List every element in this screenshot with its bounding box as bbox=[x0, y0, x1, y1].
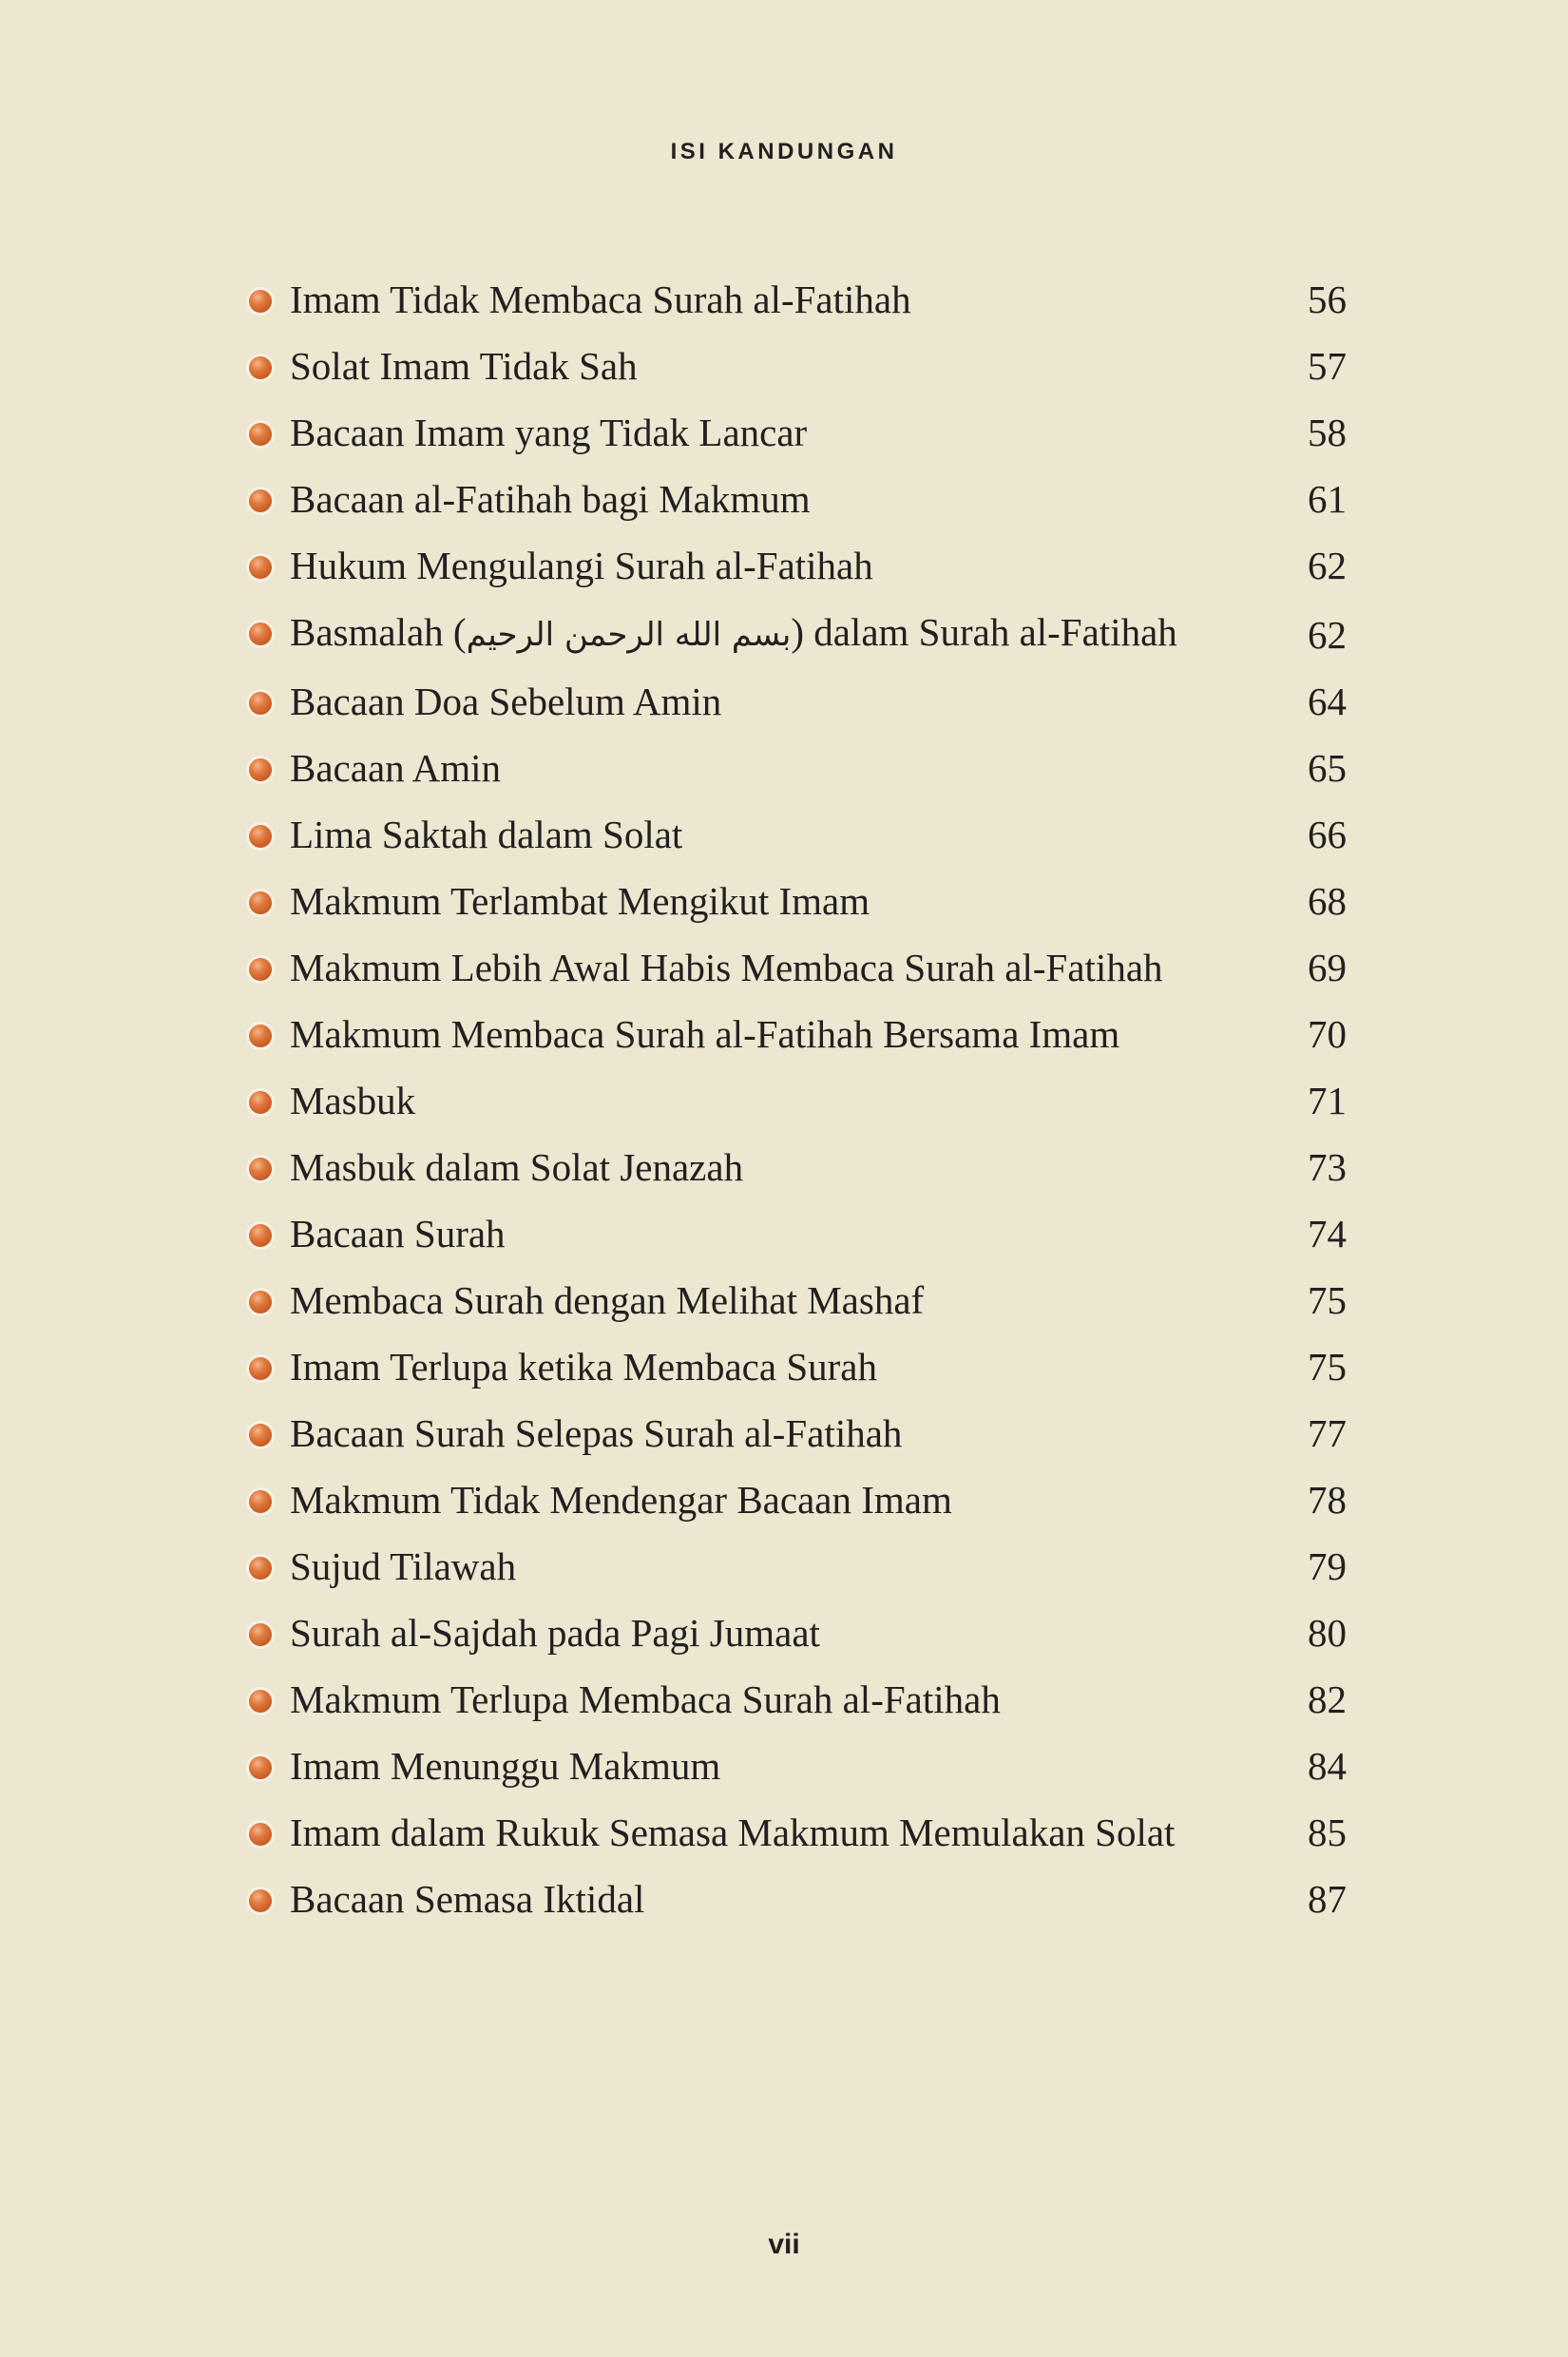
toc-entry-page: 84 bbox=[1308, 1744, 1347, 1788]
toc-entry[interactable] bbox=[249, 1472, 1347, 1527]
toc-entry[interactable] bbox=[249, 1339, 1347, 1394]
toc-entry[interactable] bbox=[249, 338, 1347, 393]
table-of-contents bbox=[249, 272, 1347, 1938]
toc-entry-title: Sujud Tilawah bbox=[290, 1544, 517, 1588]
bullet-icon bbox=[249, 825, 272, 848]
toc-entry-title: Bacaan Surah bbox=[290, 1212, 506, 1255]
toc-entry-page: 85 bbox=[1308, 1811, 1347, 1854]
toc-entry-title: Makmum Terlambat Mengikut Imam bbox=[290, 879, 870, 923]
bullet-icon bbox=[249, 692, 272, 715]
bullet-icon bbox=[249, 958, 272, 981]
toc-entry-page: 77 bbox=[1308, 1411, 1347, 1455]
toc-entry-page: 70 bbox=[1308, 1012, 1347, 1056]
toc-entry-page: 61 bbox=[1308, 477, 1347, 521]
toc-entry[interactable] bbox=[249, 405, 1347, 460]
toc-entry[interactable] bbox=[249, 740, 1347, 795]
toc-entry-page: 68 bbox=[1308, 879, 1347, 923]
toc-entry-page: 73 bbox=[1308, 1145, 1347, 1189]
toc-entry[interactable] bbox=[249, 538, 1347, 593]
toc-entry-page: 74 bbox=[1308, 1212, 1347, 1255]
toc-entry-page: 56 bbox=[1308, 278, 1347, 321]
toc-entry-title-part: ) dalam Surah al-Fatihah bbox=[791, 610, 1177, 654]
toc-entry-title: Makmum Membaca Surah al-Fatihah Bersama Imam bbox=[290, 1012, 1120, 1056]
bullet-icon bbox=[249, 1158, 272, 1180]
toc-entry-page: 79 bbox=[1308, 1544, 1347, 1588]
toc-entry-title: Lima Saktah dalam Solat bbox=[290, 813, 683, 856]
toc-entry[interactable] bbox=[249, 272, 1347, 327]
toc-entry-title: Bacaan Doa Sebelum Amin bbox=[290, 680, 722, 723]
toc-entry[interactable] bbox=[249, 1871, 1347, 1926]
toc-entry-title: Hukum Mengulangi Surah al-Fatihah bbox=[290, 544, 873, 587]
toc-entry[interactable] bbox=[249, 1006, 1347, 1062]
bullet-icon bbox=[249, 356, 272, 379]
toc-entry[interactable] bbox=[249, 1605, 1347, 1660]
toc-entry-page: 66 bbox=[1308, 813, 1347, 856]
toc-entry-page: 62 bbox=[1308, 613, 1347, 657]
bullet-icon bbox=[249, 1690, 272, 1713]
bullet-icon bbox=[249, 758, 272, 781]
toc-entry-title: Bacaan al-Fatihah bagi Makmum bbox=[290, 477, 811, 521]
bullet-icon bbox=[249, 1490, 272, 1513]
toc-entry-page: 80 bbox=[1308, 1611, 1347, 1655]
bullet-icon bbox=[249, 1823, 272, 1846]
toc-entry[interactable] bbox=[249, 1140, 1347, 1195]
bullet-icon bbox=[249, 1224, 272, 1247]
toc-entry-title-part: Basmalah ( bbox=[290, 610, 467, 654]
toc-entry[interactable] bbox=[249, 1406, 1347, 1461]
arabic-basmalah-text: بسم الله الرحمن الرحيم bbox=[466, 616, 792, 654]
toc-entry-page: 75 bbox=[1308, 1278, 1347, 1322]
toc-entry-title: Imam Menunggu Makmum bbox=[290, 1744, 721, 1788]
toc-entry-title: Imam dalam Rukuk Semasa Makmum Memulakan Solat bbox=[290, 1811, 1176, 1854]
toc-entry-page: 64 bbox=[1308, 680, 1347, 723]
toc-entry[interactable] bbox=[249, 1738, 1347, 1793]
page-number: vii bbox=[768, 2229, 800, 2260]
toc-entry-title: Makmum Lebih Awal Habis Membaca Surah al-Fatihah bbox=[290, 946, 1163, 989]
toc-entry-title: Membaca Surah dengan Melihat Mashaf bbox=[290, 1278, 925, 1322]
toc-entry-page: 69 bbox=[1308, 946, 1347, 989]
toc-entry[interactable] bbox=[249, 873, 1347, 929]
bullet-icon bbox=[249, 556, 272, 579]
toc-entry[interactable] bbox=[249, 1273, 1347, 1328]
toc-entry-page: 65 bbox=[1308, 746, 1347, 790]
bullet-icon bbox=[249, 1756, 272, 1779]
bullet-icon bbox=[249, 423, 272, 446]
bullet-icon bbox=[249, 1025, 272, 1047]
toc-entry[interactable] bbox=[249, 940, 1347, 995]
toc-entry-title: Bacaan Imam yang Tidak Lancar bbox=[290, 411, 808, 454]
toc-entry-title: Surah al-Sajdah pada Pagi Jumaat bbox=[290, 1611, 820, 1655]
bullet-icon bbox=[249, 1357, 272, 1380]
toc-entry-page: 71 bbox=[1308, 1079, 1347, 1122]
toc-entry[interactable] bbox=[249, 1805, 1347, 1860]
bullet-icon bbox=[249, 1889, 272, 1912]
toc-entry-title: Solat Imam Tidak Sah bbox=[290, 344, 638, 388]
toc-entry-title: Imam Terlupa ketika Membaca Surah bbox=[290, 1345, 877, 1389]
bullet-icon bbox=[249, 623, 272, 645]
toc-entry[interactable] bbox=[249, 1073, 1347, 1128]
toc-entry-title: Masbuk dalam Solat Jenazah bbox=[290, 1145, 744, 1189]
toc-entry[interactable] bbox=[249, 674, 1347, 729]
toc-entry-title: Masbuk bbox=[290, 1079, 416, 1122]
toc-entry-page: 58 bbox=[1308, 411, 1347, 454]
toc-entry-title: Bacaan Surah Selepas Surah al-Fatihah bbox=[290, 1411, 903, 1455]
toc-entry-page: 87 bbox=[1308, 1877, 1347, 1921]
toc-entry[interactable] bbox=[249, 1672, 1347, 1727]
bullet-icon bbox=[249, 489, 272, 512]
toc-entry-title: Makmum Tidak Mendengar Bacaan Imam bbox=[290, 1478, 952, 1522]
toc-entry-title bbox=[290, 604, 1261, 662]
toc-entry-page: 62 bbox=[1308, 544, 1347, 587]
bullet-icon bbox=[249, 1291, 272, 1313]
bullet-icon bbox=[249, 1424, 272, 1447]
toc-entry-title: Makmum Terlupa Membaca Surah al-Fatihah bbox=[290, 1677, 1001, 1721]
toc-entry-title: Bacaan Amin bbox=[290, 746, 502, 790]
toc-entry-page: 82 bbox=[1308, 1677, 1347, 1721]
bullet-icon bbox=[249, 290, 272, 313]
toc-entry[interactable] bbox=[249, 471, 1347, 527]
toc-entry-page: 75 bbox=[1308, 1345, 1347, 1389]
bullet-icon bbox=[249, 1557, 272, 1580]
toc-entry-title: Bacaan Semasa Iktidal bbox=[290, 1877, 645, 1921]
toc-entry-title: Imam Tidak Membaca Surah al-Fatihah bbox=[290, 278, 911, 321]
toc-entry-page: 57 bbox=[1308, 344, 1347, 388]
toc-entry[interactable] bbox=[249, 604, 1347, 662]
bullet-icon bbox=[249, 1623, 272, 1646]
running-header: ISI KANDUNGAN bbox=[670, 139, 898, 164]
bullet-icon bbox=[249, 1091, 272, 1114]
bullet-icon bbox=[249, 891, 272, 914]
toc-entry[interactable] bbox=[249, 1539, 1347, 1594]
toc-entry[interactable] bbox=[249, 807, 1347, 862]
toc-entry[interactable] bbox=[249, 1206, 1347, 1261]
toc-entry-page: 78 bbox=[1308, 1478, 1347, 1522]
